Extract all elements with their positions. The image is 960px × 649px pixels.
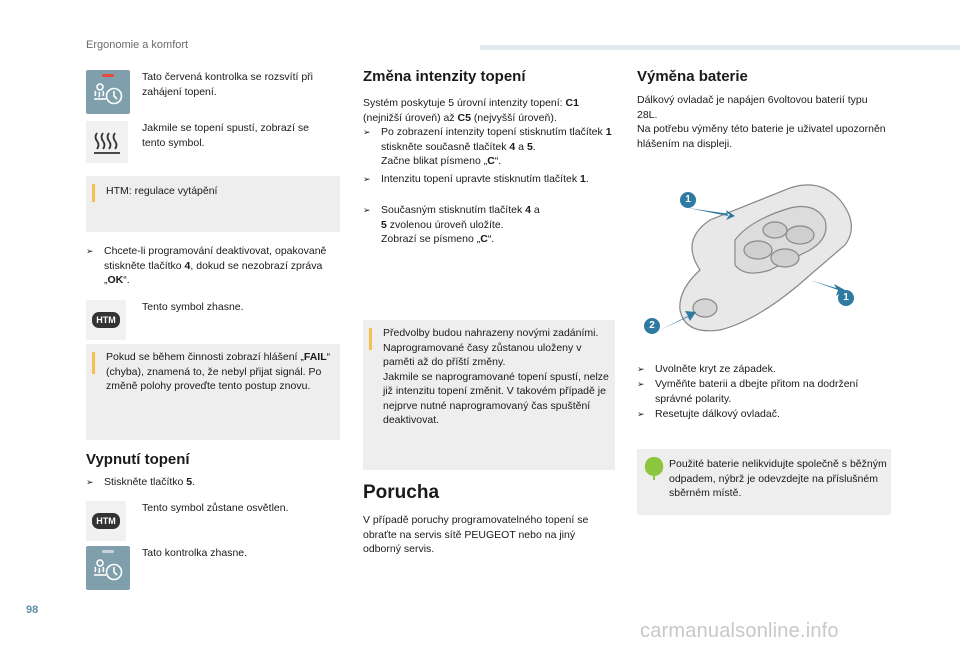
- callout-2: 2: [644, 318, 660, 334]
- heater-lamp-red-icon: [86, 70, 130, 114]
- page-number: 98: [26, 604, 39, 616]
- htm-badge-label: HTM: [92, 513, 120, 529]
- intensity-step-3: ➢ Současným stisknutím tlačítek 4 a 5 zvolenou úroveň uložíte. Zobrazí se písmeno „C“.: [363, 204, 540, 245]
- battery-step-3: ➢ Resetujte dálkový ovladač.: [637, 408, 780, 420]
- watermark: carmanualsonline.info: [640, 620, 839, 642]
- note-marker: [92, 184, 95, 202]
- eco-note-text: Použité baterie nelikvidujte společně s běžným odpadem, nýbrž je odevzdejte na příslušném sběrném místě.: [669, 458, 887, 499]
- htm-note-box: [86, 176, 340, 232]
- bullet-arrow-icon: ➢: [86, 246, 94, 256]
- bullet-arrow-icon: ➢: [637, 409, 645, 419]
- bullet-arrow-icon: ➢: [363, 127, 371, 137]
- page-header-title: Ergonomie a komfort: [86, 39, 189, 51]
- htm-note-text: HTM: regulace vytápění: [106, 185, 218, 197]
- presets-note-text: Předvolby budou nahrazeny novými zadáními. Naprogramované časy zůstanou uloženy v paměti až do příští změny. Jakmile se naprogramované topení spustí, nelze již intenzitu topení změnit. V takovém případě je nejprve nutné naprogramovaný čas spuštění deaktivovat.: [383, 327, 609, 426]
- intensity-step-1: ➢ Po zobrazení intenzity topení stisknutím tlačítek 1 stiskněte současně tlačítek 4 a 5. Začne blikat písmeno „C“.: [363, 126, 612, 167]
- heading-fault: Porucha: [363, 482, 440, 503]
- heater-start-text: Jakmile se topení spustí, zobrazí se tento symbol.: [142, 122, 309, 149]
- htm-badge-label: HTM: [92, 312, 120, 328]
- presets-note-box: [363, 320, 615, 470]
- heater-symbol-icon: [86, 121, 128, 163]
- fault-text: V případě poruchy programovatelného topení se obraťte na servis sítě PEUGEOT nebo na jiný odborný servis.: [363, 514, 589, 555]
- lamp-on-text: Tato červená kontrolka se rozsvítí při zahájení topení.: [142, 71, 313, 98]
- htm-on-text: Tento symbol zůstane osvětlen.: [142, 502, 289, 514]
- header-accent-bar: [480, 45, 960, 50]
- bullet-arrow-icon: ➢: [86, 477, 94, 487]
- battery-intro: Dálkový ovladač je napájen 6voltovou baterií typu 28L. Na potřebu výměny této baterie je uživatel upozorněn hlášením na displeji.: [637, 94, 886, 150]
- fail-note-text: Pokud se během činnosti zobrazí hlášení „FAIL“ (chyba), znamená to, že nebyl přijat signál. Po změně polohy proveďte tento postup znovu.: [106, 351, 331, 392]
- heater-lamp-icon: [86, 546, 130, 590]
- remote-control-illustration: [640, 180, 880, 350]
- battery-step-2: ➢ Vyměňte baterii a dbejte přitom na dodržení správné polarity.: [637, 378, 859, 405]
- heading-heating-off: Vypnutí topení: [86, 451, 190, 468]
- bullet-arrow-icon: ➢: [637, 379, 645, 389]
- bullet-arrow-icon: ➢: [637, 364, 645, 374]
- intensity-intro: Systém poskytuje 5 úrovní intenzity topení: C1 (nejnižší úroveň) až C5 (nejvyšší úroveň).: [363, 97, 579, 124]
- lamp-off-text: Tato kontrolka zhasne.: [142, 547, 248, 559]
- note-marker: [92, 352, 95, 374]
- htm-off-text: Tento symbol zhasne.: [142, 301, 244, 313]
- press-button-5-instruction: ➢ Stiskněte tlačítko 5.: [86, 476, 196, 488]
- fail-note-box: [86, 344, 340, 440]
- recycle-leaf-icon: [643, 455, 665, 481]
- htm-badge-icon: [86, 501, 126, 541]
- callout-1-right: 1: [838, 290, 854, 306]
- htm-badge-icon: [86, 300, 126, 340]
- heading-battery: Výměna baterie: [637, 68, 748, 85]
- heading-intensity: Změna intenzity topení: [363, 68, 526, 85]
- eco-note-box: [637, 449, 891, 515]
- bullet-arrow-icon: ➢: [363, 174, 371, 184]
- battery-step-1: ➢ Uvolněte kryt ze západek.: [637, 363, 776, 375]
- deactivate-instruction: ➢ Chcete-li programování deaktivovat, opakovaně stiskněte tlačítko 4, dokud se nezobrazí zpráva „OK“.: [86, 245, 327, 286]
- bullet-arrow-icon: ➢: [363, 205, 371, 215]
- note-marker: [369, 328, 372, 350]
- callout-1-top: 1: [680, 192, 696, 208]
- intensity-step-2: ➢ Intenzitu topení upravte stisknutím tlačítek 1.: [363, 173, 589, 185]
